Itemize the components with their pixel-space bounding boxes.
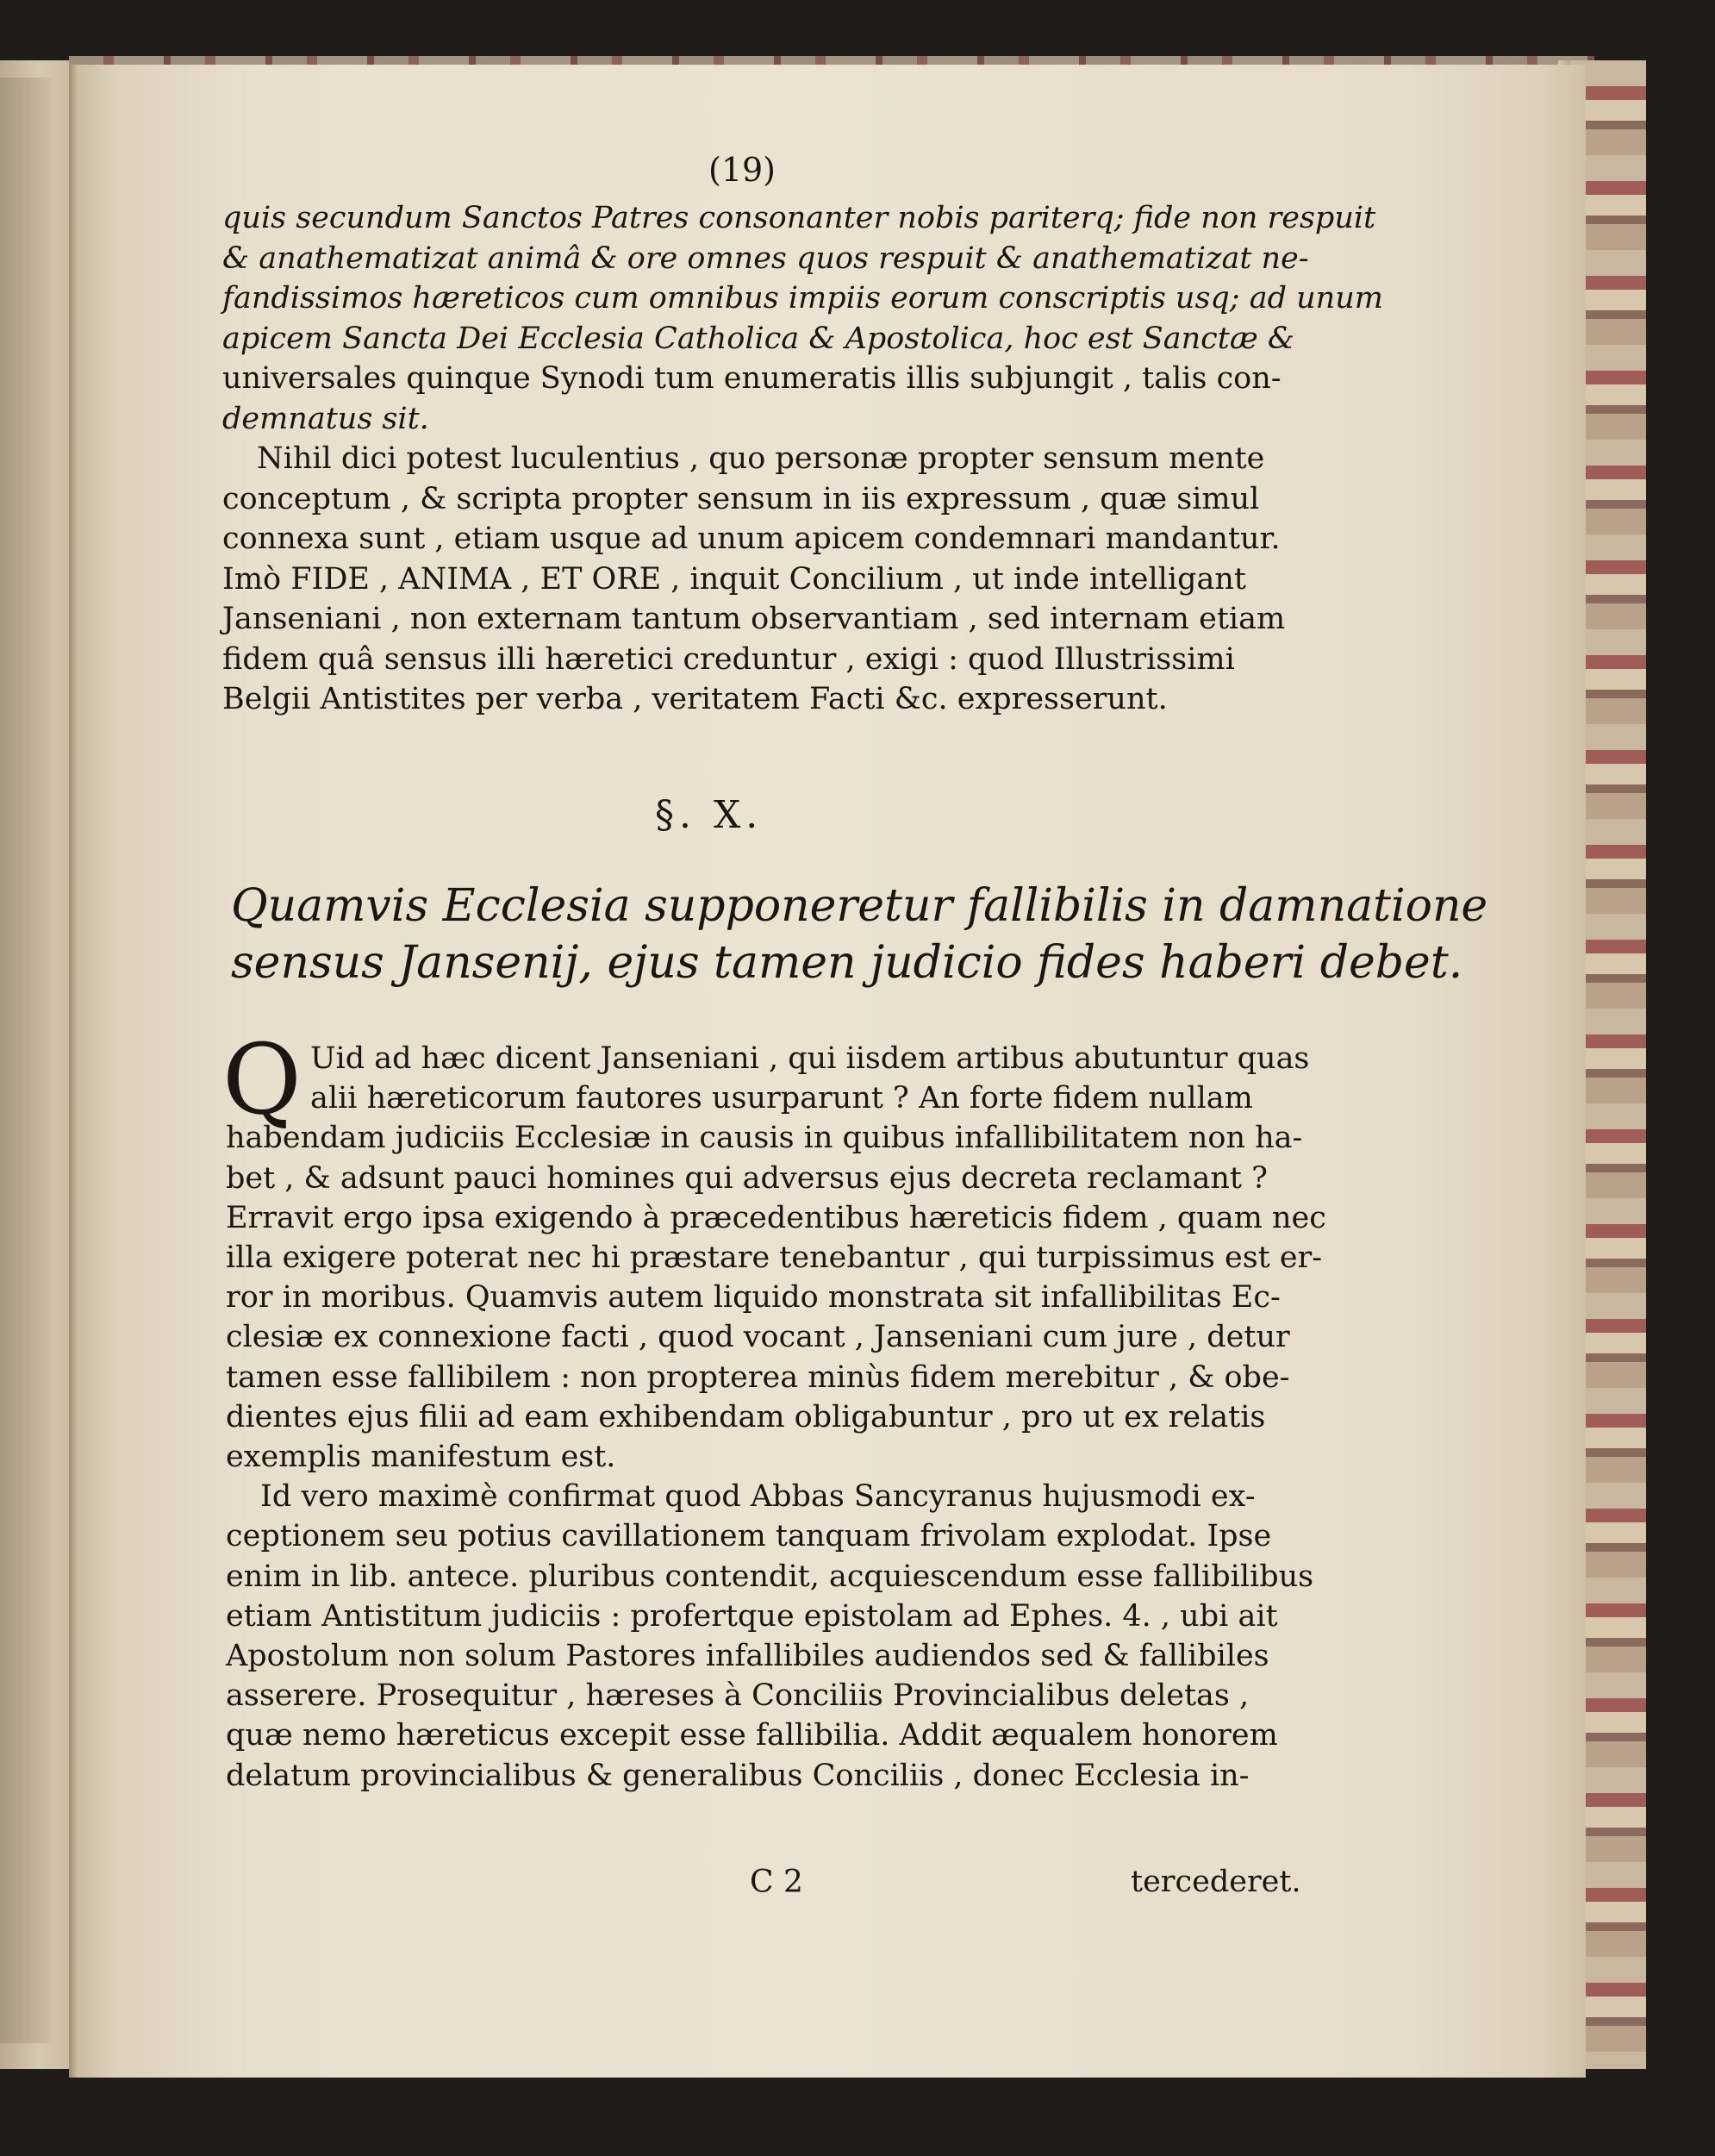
heading-line: sensus Jansenij, ejus tamen judicio fides haberi debet.	[231, 937, 1463, 989]
body-paragraphs	[226, 1039, 1326, 1796]
text-line: bet , & adsunt pauci homines qui adversus ejus decreta reclamant ?	[226, 1160, 1268, 1196]
gutter-shadow	[69, 65, 78, 2078]
text-line: fandissimos hæreticos cum omnibus impiis eorum conscriptis usq; ad unum	[222, 281, 1383, 316]
text-line: Uid ad hæc dicent Janseniani , qui iisdem artibus abutuntur quas	[310, 1041, 1310, 1076]
text-line: apicem Sancta Dei Ecclesia Catholica & Apostolica, hoc est Sanctæ &	[222, 321, 1295, 356]
text-line: connexa sunt , etiam usque ad unum apicem condemnari mandantur.	[222, 522, 1281, 556]
text-line: exemplis manifestum est.	[226, 1440, 616, 1475]
facing-page-strip	[0, 78, 52, 2043]
section-heading	[231, 878, 1488, 991]
text-line: demnatus sit.	[222, 401, 429, 436]
top-paragraphs	[222, 198, 1383, 720]
text-line: Belgii Antistites per verba , veritatem Facti &c. expresserunt.	[222, 682, 1168, 716]
text-line: & anathematizat animâ & ore omnes quos respuit & anathematizat ne-	[222, 241, 1309, 276]
text-line: habendam judiciis Ecclesiæ in causis in quibus infallibilitatem non ha-	[226, 1121, 1303, 1156]
text-line: ror in moribus. Quamvis autem liquido monstrata sit infallibilitas Ec-	[226, 1280, 1281, 1315]
text-line: ceptionem seu potius cavillationem tanquam frivolam explodat. Ipse	[226, 1519, 1272, 1554]
text-line: enim in lib. antece. pluribus contendit, acquiescendum esse fallibilibus	[226, 1559, 1314, 1594]
text-line: alii hæreticorum fautores usurparunt ? An forte fidem nullam	[310, 1081, 1253, 1116]
text-line: quæ nemo hæreticus excepit esse fallibilia. Addit æqualem honorem	[226, 1718, 1278, 1753]
text-line: universales quinque Synodi tum enumeratis illis subjungit , talis con-	[222, 361, 1282, 396]
drop-cap: Q	[222, 1024, 302, 1136]
text-line: delatum provincialibus & generalibus Conciliis , donec Ecclesia in-	[226, 1758, 1250, 1793]
text-line: Imò FIDE , ANIMA , ET ORE , inquit Concilium , ut inde intelligant	[222, 561, 1246, 597]
text-line: Erravit ergo ipsa exigendo à præcedentibus hæreticis fidem , quam nec	[226, 1200, 1326, 1235]
text-line: Nihil dici potest luculentius , quo personæ propter sensum mente	[257, 441, 1265, 476]
page-number: (19)	[708, 151, 776, 189]
text-line: clesiæ ex connexione facti , quod vocant , Janseniani cum jure , detur	[226, 1320, 1290, 1355]
text-line: Apostolum non solum Pastores infallibiles audiendos sed & fallibiles	[226, 1639, 1269, 1674]
text-line: illa exigere poterat nec hi præstare tenebantur , qui turpissimus est er-	[226, 1240, 1323, 1276]
text-line: Janseniani , non externam tantum observantiam , sed internam etiam	[222, 602, 1286, 636]
text-line: conceptum , & scripta propter sensum in iis expressum , quæ simul	[222, 481, 1260, 516]
section-number: §. X.	[655, 793, 764, 837]
text-line: fidem quâ sensus illi hæretici creduntur , exigi : quod Illustrissimi	[222, 641, 1235, 677]
text-line: Id vero maximè confirmat quod Abbas Sancyranus hujusmodi ex-	[260, 1479, 1256, 1515]
signature-mark: C 2	[750, 1865, 803, 1900]
text-line: etiam Antistitum judiciis : profertque epistolam ad Ephes. 4. , ubi ait	[226, 1598, 1278, 1634]
heading-line: Quamvis Ecclesia supponeretur fallibilis in damnatione	[231, 880, 1488, 932]
catchword: tercederet.	[1131, 1865, 1301, 1899]
text-line: asserere. Prosequitur , hæreses à Conciliis Provincialibus deletas ,	[226, 1678, 1250, 1714]
text-line: tamen esse fallibilem : non propterea minùs fidem merebitur , & obe-	[226, 1359, 1290, 1395]
text-line: quis secundum Sanctos Patres consonanter nobis pariterq; fide non respuit	[222, 201, 1376, 235]
text-line: dientes ejus filii ad eam exhibendam obligabuntur , pro ut ex relatis	[226, 1399, 1266, 1434]
